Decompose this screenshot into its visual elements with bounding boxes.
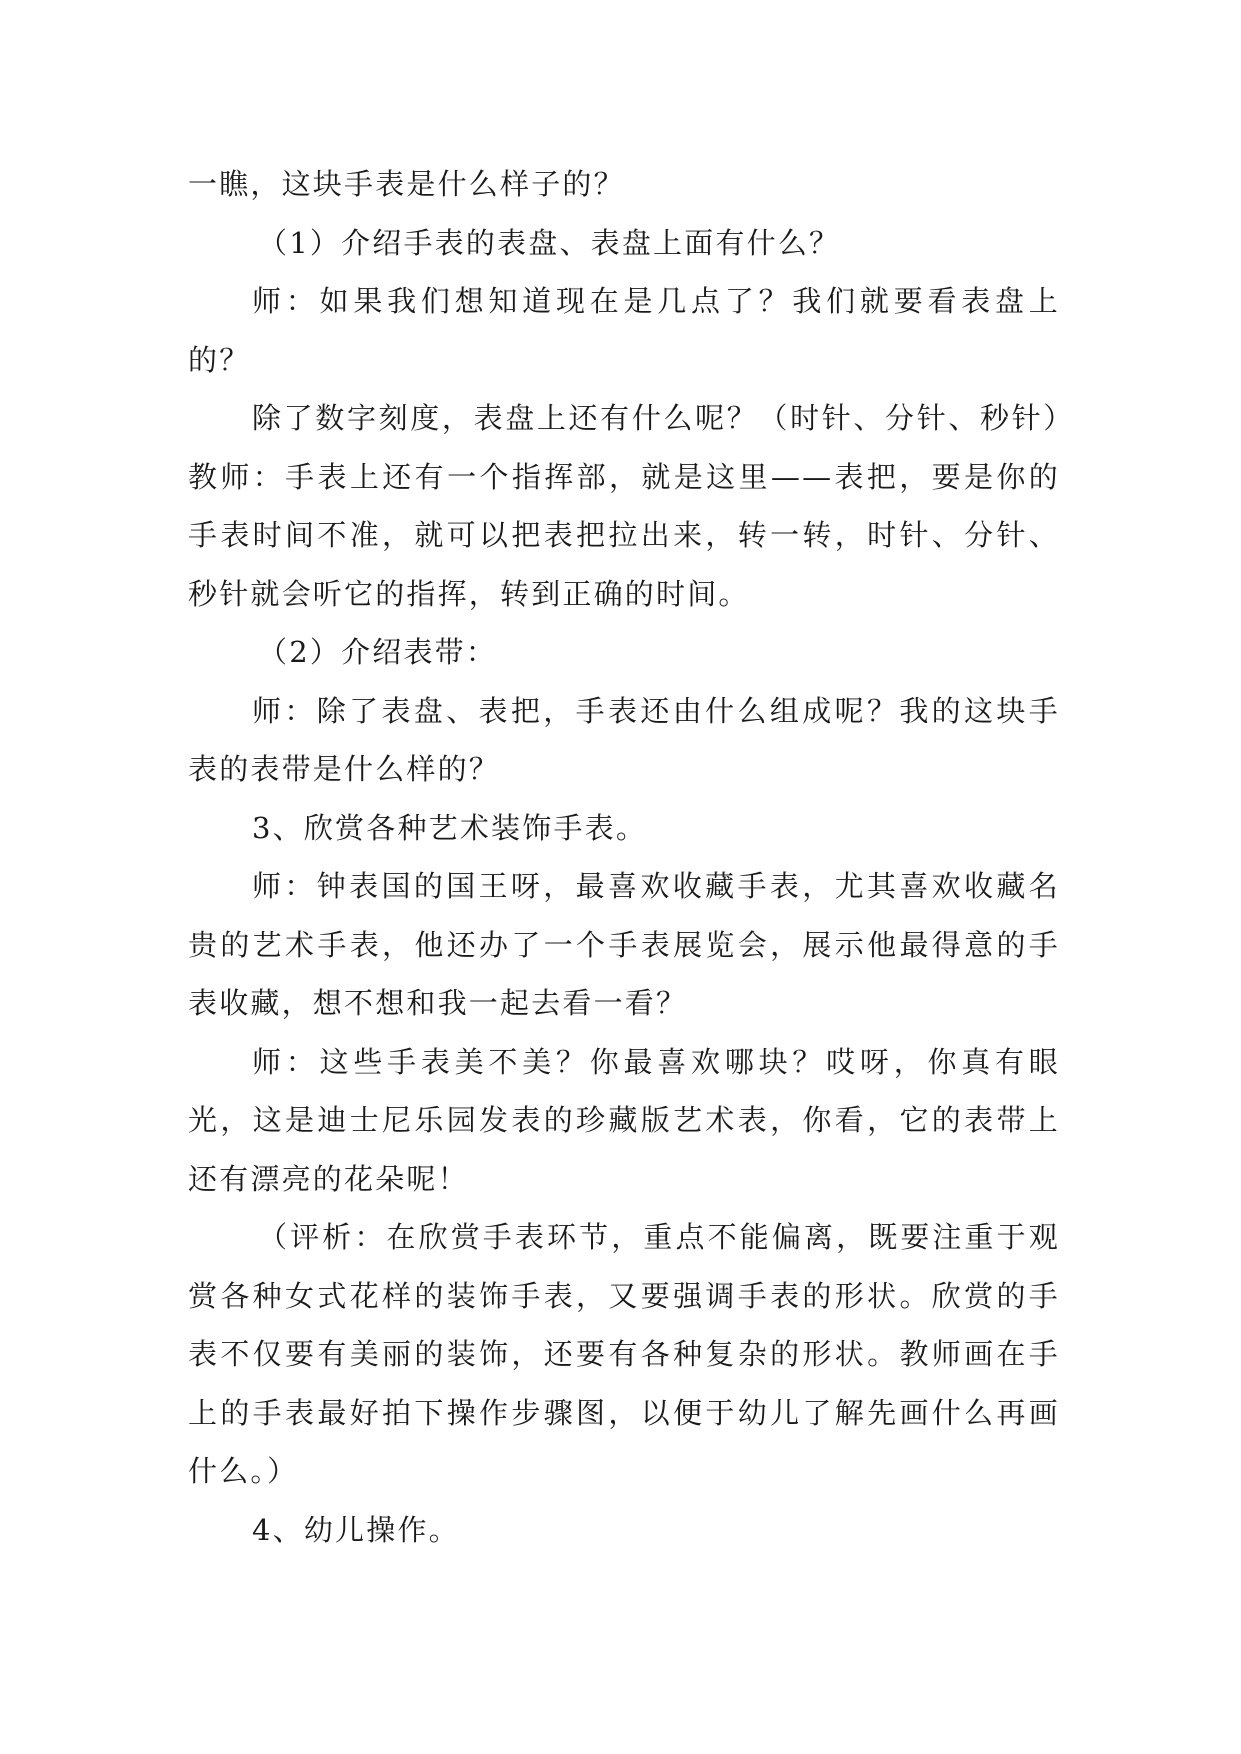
paragraph-subheading-strap: （2）介绍表带： <box>258 635 498 669</box>
section-heading-appreciate: 3、欣赏各种艺术装饰手表。 <box>252 810 648 845</box>
document-body <box>188 155 1060 1559</box>
paragraph-continuation: 一瞧，这块手表是什么样子的？ <box>188 167 625 201</box>
paragraph-commentary: （评析：在欣赏手表环节，重点不能偏离，既要注重于观赏各种女式花样的装饰手表，又要强调手表的形状。欣赏的手表不仅要有美丽的装饰，还要有各种复杂的形状。教师画在手上的手表最好拍下操作步骤图，以便于幼儿了解先画什么再画什么。） <box>188 1220 1060 1488</box>
paragraph: 师：如果我们想知道现在是几点了？我们就要看表盘上的？ <box>188 284 1060 377</box>
paragraph: 师：除了表盘、表把，手表还由什么组成呢？我的这块手表的表带是什么样的？ <box>188 693 1060 786</box>
section-heading-operation: 4、幼儿操作。 <box>252 1512 460 1547</box>
paragraph-subheading-dial: （1）介绍手表的表盘、表盘上面有什么？ <box>258 225 841 260</box>
paragraph: 除了数字刻度，表盘上还有什么呢？（时针、分针、秒针）教师：手表上还有一个指挥部，就是这里——表把，要是你的手表时间不准，就可以把表把拉出来，转一转，时针、分针、秒针就会听它的指挥，转到正确的时间。 <box>188 401 1060 611</box>
paragraph: 师：钟表国的国王呀，最喜欢收藏手表，尤其喜欢收藏名贵的艺术手表，他还办了一个手表展览会，展示他最得意的手表收藏，想不想和我一起去看一看？ <box>188 869 1060 1020</box>
paragraph: 师：这些手表美不美？你最喜欢哪块？哎呀，你真有眼光，这是迪士尼乐园发表的珍藏版艺术表，你看，它的表带上还有漂亮的花朵呢！ <box>188 1044 1060 1196</box>
